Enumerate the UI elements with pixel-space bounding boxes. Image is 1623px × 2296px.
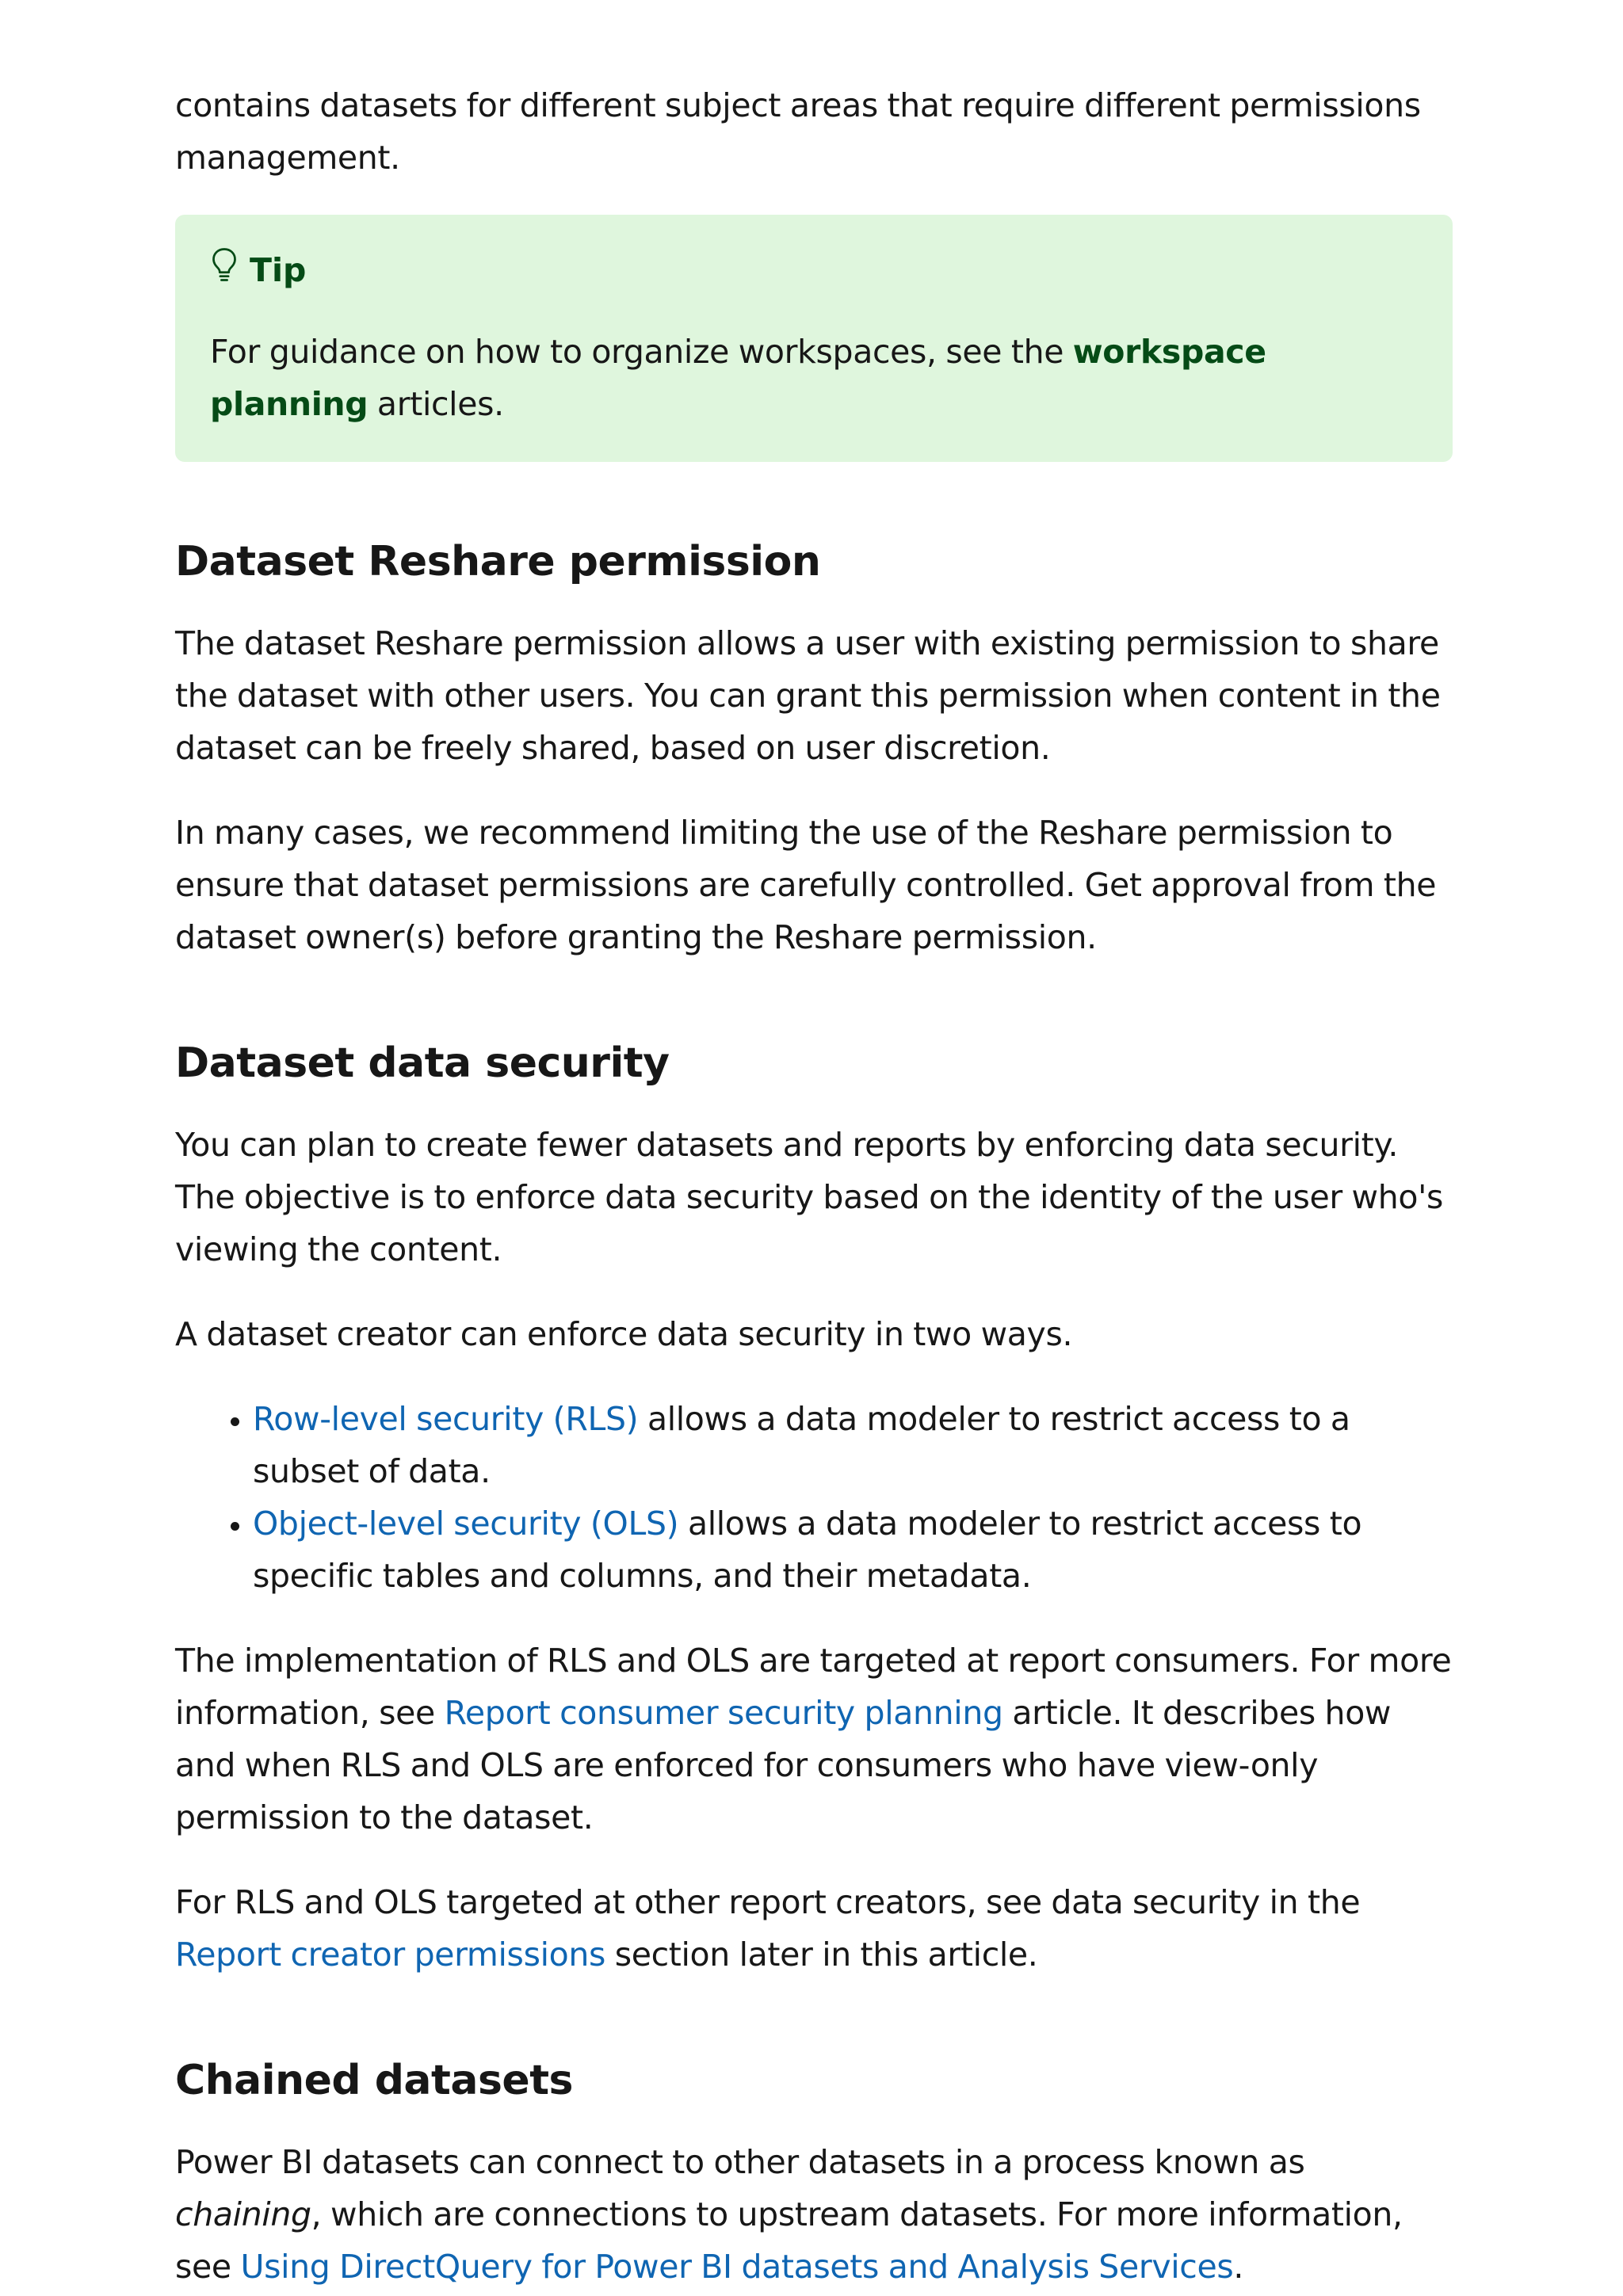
intro-paragraph: contains datasets for different subject areas that require different permissions management. [175, 86, 1421, 177]
heading-dataset-reshare-permission: Dataset Reshare permission [175, 538, 821, 585]
tip-header [210, 246, 1418, 294]
tip-text: For guidance on how to organize workspaces, see the workspace planning articles. [210, 333, 1266, 423]
data-security-list [175, 1393, 1453, 1602]
article-content [175, 79, 1453, 2293]
data-security-paragraph-4: For RLS and OLS targeted at other report creators, see data security in the Report creator permissions section later in this article. [175, 1883, 1361, 1974]
workspace-planning-link[interactable]: workspace planning [210, 333, 1266, 423]
lightbulb-icon [210, 246, 250, 294]
reshare-paragraph-2: In many cases, we recommend limiting the use of the Reshare permission to ensure that dataset permissions are carefully controlled. Get approval from the dataset owner(s) before granting the Reshare permission. [175, 814, 1437, 956]
reshare-paragraph-1: The dataset Reshare permission allows a user with existing permission to share the dataset with other users. You can grant this permission when content in the dataset can be freely shared, based on user discretion. [175, 624, 1441, 767]
data-security-paragraph-1: You can plan to create fewer datasets and reports by enforcing data security. The objective is to enforce data security based on the identity of the user who's viewing the content. [175, 1126, 1444, 1268]
tip-callout [175, 215, 1453, 462]
rls-link[interactable]: Row-level security (RLS) [253, 1400, 639, 1438]
directquery-link[interactable]: Using DirectQuery for Power BI datasets and Analysis Services [240, 2248, 1234, 2286]
ols-link[interactable]: Object-level security (OLS) [253, 1505, 679, 1543]
report-consumer-security-planning-link[interactable]: Report consumer security planning [444, 1694, 1003, 1732]
heading-dataset-data-security: Dataset data security [175, 1039, 670, 1087]
data-security-paragraph-3: The implementation of RLS and OLS are targeted at report consumers. For more information, see Report consumer security planning article. It describes how and when RLS and OLS are enforced for consumers who have view-only permission to the dataset. [175, 1642, 1452, 1836]
list-item: • Object-level security (OLS) allows a data modeler to restrict access to specific tables and columns, and their metadata. [253, 1497, 1453, 1602]
list-item: • Row-level security (RLS) allows a data modeler to restrict access to a subset of data. [253, 1393, 1453, 1497]
heading-chained-datasets: Chained datasets [175, 2057, 573, 2104]
data-security-paragraph-2: A dataset creator can enforce data security in two ways. [175, 1315, 1073, 1353]
report-creator-permissions-link[interactable]: Report creator permissions [175, 1936, 606, 1974]
chained-paragraph-1: Power BI datasets can connect to other datasets in a process known as chaining, which are connections to upstream datasets. For more information, see Using DirectQuery for Power BI datasets and Analysis Services. [175, 2143, 1403, 2286]
tip-title: Tip [250, 251, 307, 289]
